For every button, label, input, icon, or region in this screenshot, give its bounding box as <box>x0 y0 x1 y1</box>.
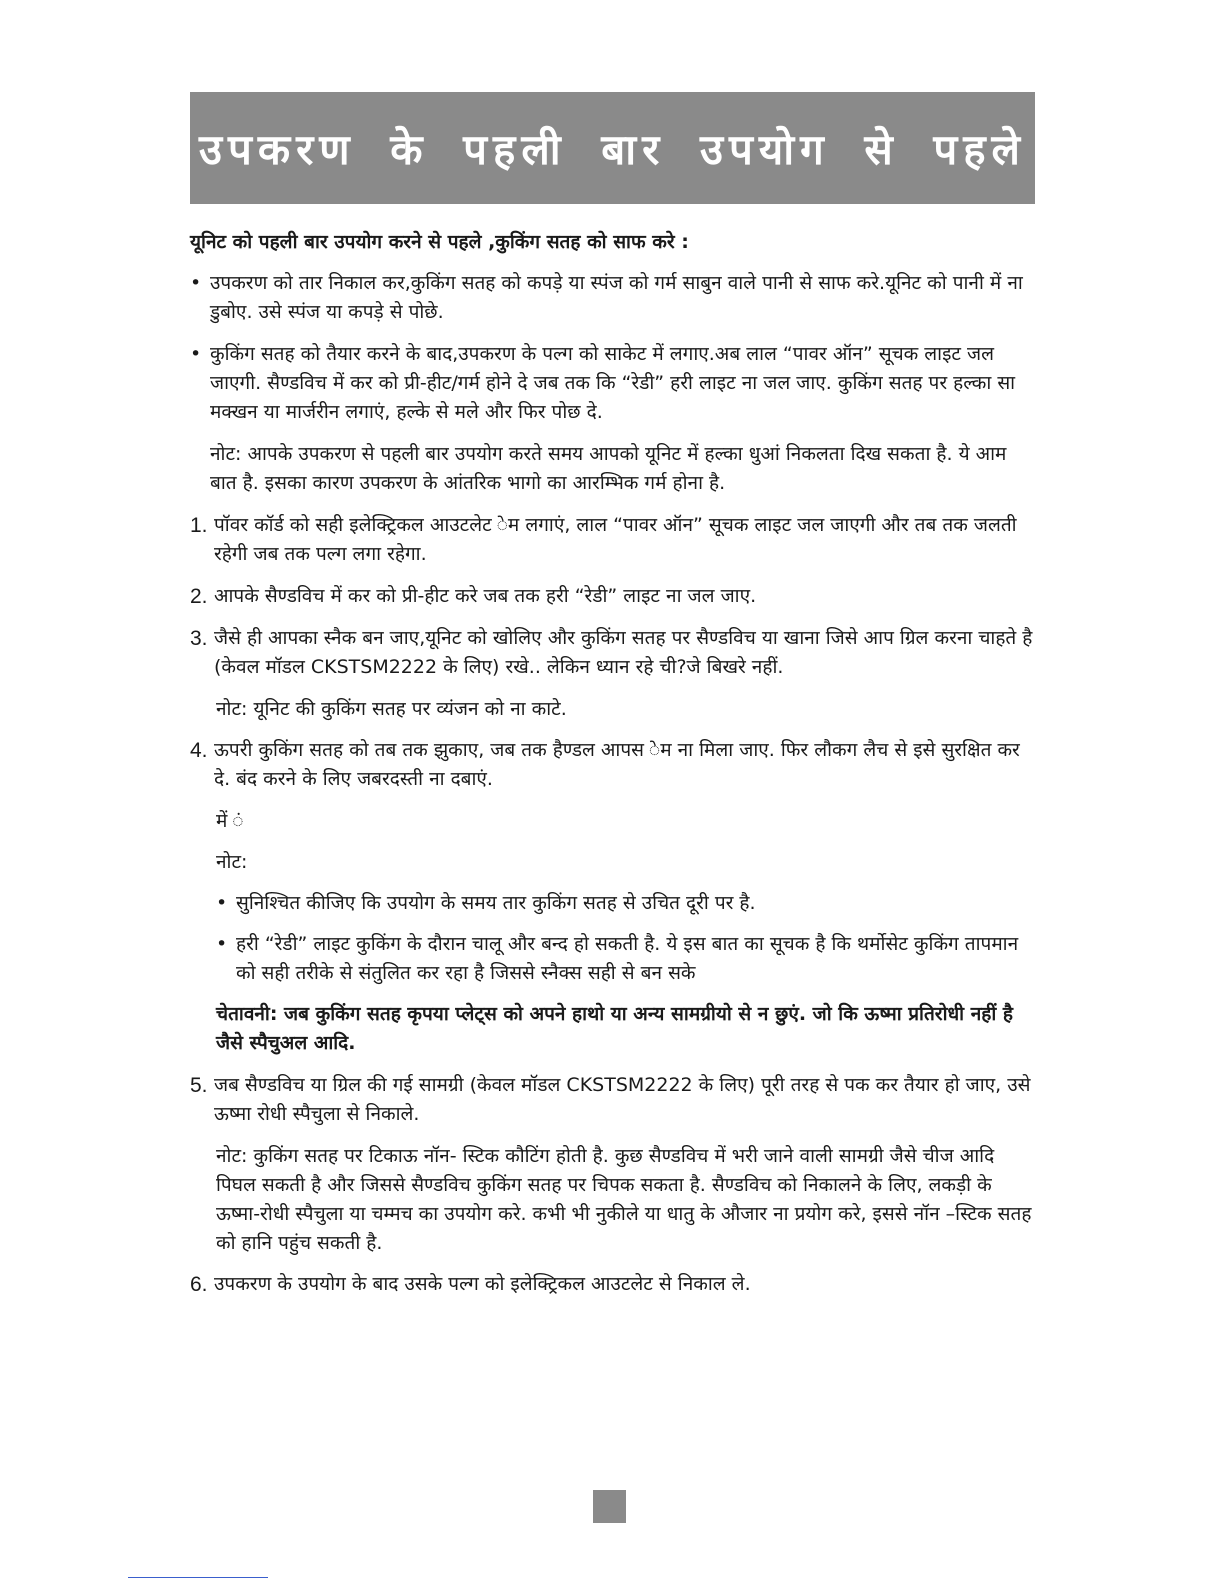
step-number: 6. <box>190 1273 208 1296</box>
list-item <box>216 889 1035 918</box>
step-1 <box>190 511 1035 569</box>
step-3-note: नोट: यूनिट की कुकिंग सतह पर व्यंजन को ना काटे. <box>216 698 567 720</box>
step-text: आपके सैण्डविच में कर को प्री-हीट करे जब तक हरी “रेडी” लाइट ना जल जाए. <box>214 585 757 607</box>
page-title-banner <box>190 92 1035 204</box>
bullet-mark: • <box>190 272 202 294</box>
list-item <box>190 269 1035 327</box>
bullet-mark: • <box>190 343 202 365</box>
step-text: पॉवर कॉर्ड को सही इलेक्ट्रिकल आउटलेट ेम लगाएं, लाल “पावर ऑन” सूचक लाइट जल जाएगी और तब तक जलती रहेगी जब तक पल्ग लगा रहेगा. <box>214 514 1017 565</box>
step-6 <box>190 1270 1035 1299</box>
section-heading: यूनिट को पहली बार उपयोग करने से पहले ,कुकिंग सतह को साफ करे : <box>190 231 689 253</box>
step-text: जैसे ही आपका स्नैक बन जाए,यूनिट को खोलिए और कुकिंग सतह पर सैण्डविच या खाना जिसे आप ग्रिल करना चाहते है (केवल मॉडल CKSTSM2222 के लिए) रखे.. लेकिन ध्यान रहे ची?जे बिखरे नहीं. <box>214 627 1033 678</box>
page-number-box <box>593 1490 626 1523</box>
list-item <box>190 340 1035 427</box>
step-number: 5. <box>190 1074 208 1097</box>
page-title: उपकरण के पहली बार उपयोग से पहले <box>199 124 1026 174</box>
step-text: ऊपरी कुकिंग सतह को तब तक झुकाए, जब तक हैण्डल आपस ेम ना मिला जाए. फिर लौकग लैच से इसे सुरक्षित कर दे. बंद करने के लिए जबरदस्ती ना दबाएं. <box>214 739 1020 790</box>
warning-text: चेतावनी: जब कुकिंग सतह कृपया प्लेट्स को अपने हाथो या अन्य सामग्रीयो से न छुएं. जो कि ऊष्मा प्रतिरोधी नहीं है जैसे स्पैचुअल आदि. <box>216 1003 1013 1054</box>
bullet-text: हरी “रेडी” लाइट कुकिंग के दौरान चालू और बन्द हो सकती है. ये इस बात का सूचक है कि थर्मोसेट कुकिंग तापमान को सही तरीके से संतुलित कर रहा है जिससे स्नैक्स सही से बन सके <box>236 933 1019 984</box>
step-4-stray-text: में ं <box>216 810 244 832</box>
step-4 <box>190 736 1035 794</box>
instructions-body <box>190 228 1035 1312</box>
step-number: 3. <box>190 627 208 650</box>
step-number: 1. <box>190 514 208 537</box>
step-number: 2. <box>190 585 208 608</box>
step-5 <box>190 1071 1035 1129</box>
step-text: जब सैण्डविच या ग्रिल की गई सामग्री (केवल मॉडल CKSTSM2222 के लिए) पूरी तरह से पक कर तैयार हो जाए, उसे ऊष्मा रोधी स्पैचुला से निकाले. <box>214 1074 1031 1125</box>
bullet-text: उपकरण को तार निकाल कर,कुकिंग सतह को कपड़े या स्पंज को गर्म साबुन वाले पानी से साफ करे.यूनिट को पानी में ना डुबोए. उसे स्पंज या कपड़े से पोछे. <box>210 272 1023 323</box>
step-number: 4. <box>190 739 208 762</box>
bullet-text: कुकिंग सतह को तैयार करने के बाद,उपकरण के पल्ग को साकेट में लगाए.अब लाल “पावर ऑन” सूचक लाइट जल जाएगी. सैण्डविच में कर को प्री-हीट/गर्म होने दे जब तक कि “रेडी” हरी लाइट ना जल जाए. कुकिंग सतह पर हल्का सा मक्खन या मार्जरीन लगाएं, हल्के से मले और फिर पोछ दे. <box>210 343 1016 423</box>
list-item <box>216 930 1035 988</box>
bullet-mark: • <box>216 933 228 955</box>
step-3 <box>190 624 1035 682</box>
bullet-text: सुनिश्चित कीजिए कि उपयोग के समय तार कुकिंग सतह से उचित दूरी पर है. <box>236 892 756 914</box>
bullet-mark: • <box>216 892 228 914</box>
step-4-note-label: नोट: <box>216 851 248 873</box>
step-5-note: नोट: कुकिंग सतह पर टिकाऊ नॉन- स्टिक कौटिंग होती है. कुछ सैण्डविच में भरी जाने वाली सामग्री जैसे चीज आदि पिघल सकती है और जिससे सैण्डविच कुकिंग सतह पर चिपक सकता है. सैण्डविच को निकालने के लिए, लकड़ी के ऊष्मा-रोधी स्पैचुला या चम्मच का उपयोग करे. कभी भी नुकीले या धातु के औजार ना प्रयोग करे, इससे नॉन –स्टिक सतह को हानि पहुंच सकती है. <box>216 1145 1032 1254</box>
intro-note: नोट: आपके उपकरण से पहली बार उपयोग करते समय आपको यूनिट में हल्का धुआं निकलता दिख सकता है. ये आम बात है. इसका कारण उपकरण के आंतरिक भागो का आरम्भिक गर्म होना है. <box>210 443 1007 494</box>
step-2 <box>190 582 1035 611</box>
footer-rule <box>128 1577 268 1578</box>
step-text: उपकरण के उपयोग के बाद उसके पल्ग को इलेक्ट्रिकल आउटलेट से निकाल ले. <box>214 1273 751 1295</box>
